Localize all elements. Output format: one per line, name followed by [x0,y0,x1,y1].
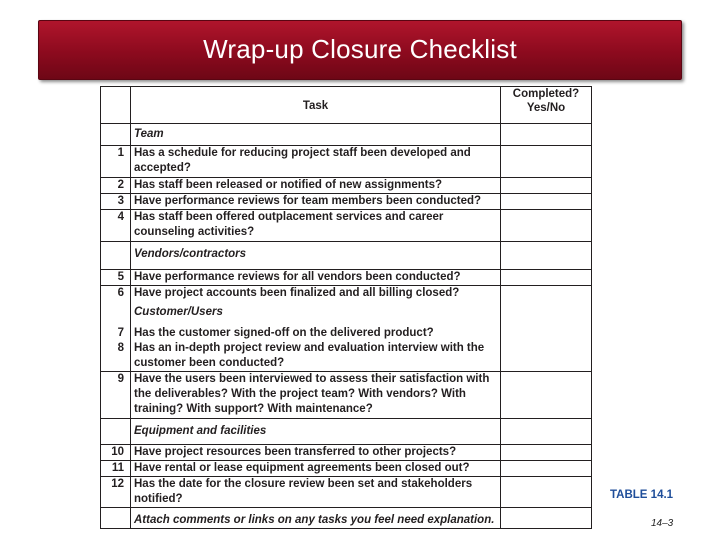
title-bar [38,20,682,80]
section-heading-team: Team [131,124,501,146]
row-number: 7 [117,327,124,339]
slide-title: Wrap-up Closure Checklist [203,34,517,64]
table-row [101,477,592,508]
table-header-row [101,87,592,124]
table-row [101,341,592,372]
row-number: 12 [111,478,124,490]
page-number: 14–3 [651,518,674,529]
table-row [101,146,592,178]
header-completed [501,87,592,124]
task-text: Have project resources been transferred to other projects? [131,445,501,461]
row-number: 3 [117,195,124,207]
row-number: 4 [117,211,124,223]
table-row [101,445,592,461]
task-text: Have performance reviews for all vendors been conducted? [131,270,501,286]
table-row [101,210,592,242]
completed-cell [501,326,592,341]
task-text: Have performance reviews for team members been conducted? [131,194,501,210]
row-number: 9 [117,373,124,385]
footer-row [101,508,592,529]
section-row-team [101,124,592,146]
completed-cell [501,286,592,302]
row-number: 5 [117,271,124,283]
completed-cell [501,194,592,210]
row-number: 2 [117,179,124,191]
section-heading-customer: Customer/Users [131,301,501,326]
completed-cell [501,372,592,419]
table-row [101,286,592,302]
header-num-cell [101,87,131,124]
completed-cell [501,146,592,178]
table-row [101,326,592,341]
completed-cell [501,270,592,286]
section-row-customer [101,301,592,326]
task-text: Has the customer signed-off on the delivered product? [131,326,501,341]
task-text: Has staff been released or notified of new assignments? [131,178,501,194]
completed-cell [501,461,592,477]
header-completed-line2: Yes/No [526,102,566,114]
completed-cell [501,477,592,508]
footer-note: Attach comments or links on any tasks you feel need explanation. [131,508,501,529]
table-row [101,178,592,194]
row-number: 11 [111,462,124,474]
completed-cell [501,341,592,372]
table-row [101,461,592,477]
row-number: 8 [117,342,124,354]
row-number: 10 [111,446,124,458]
header-task: Task [131,87,501,124]
section-row-vendors [101,242,592,270]
table-row [101,372,592,419]
task-text: Have project accounts been finalized and all billing closed? [131,286,501,302]
section-heading-vendors: Vendors/contractors [131,242,501,270]
section-row-equipment [101,419,592,445]
task-text: Have the users been interviewed to assess their satisfaction with the deliverables? With the project team? With vendors? With training? With support? With maintenance? [131,372,501,419]
task-text: Has staff been offered outplacement services and career counseling activities? [131,210,501,242]
task-text: Has an in-depth project review and evaluation interview with the customer been conducted? [131,341,501,372]
task-text: Have rental or lease equipment agreements been closed out? [131,461,501,477]
table-row [101,270,592,286]
row-number: 1 [117,147,124,159]
completed-cell [501,210,592,242]
closure-checklist-table [100,86,592,529]
header-completed-line1: Completed? [512,88,580,100]
row-number: 6 [117,287,124,299]
task-text: Has the date for the closure review been set and stakeholders notified? [131,477,501,508]
completed-cell [501,178,592,194]
section-heading-equipment: Equipment and facilities [131,419,501,445]
table-label: TABLE 14.1 [610,489,674,501]
task-text: Has a schedule for reducing project staff been developed and accepted? [131,146,501,178]
completed-cell [501,445,592,461]
table-row [101,194,592,210]
